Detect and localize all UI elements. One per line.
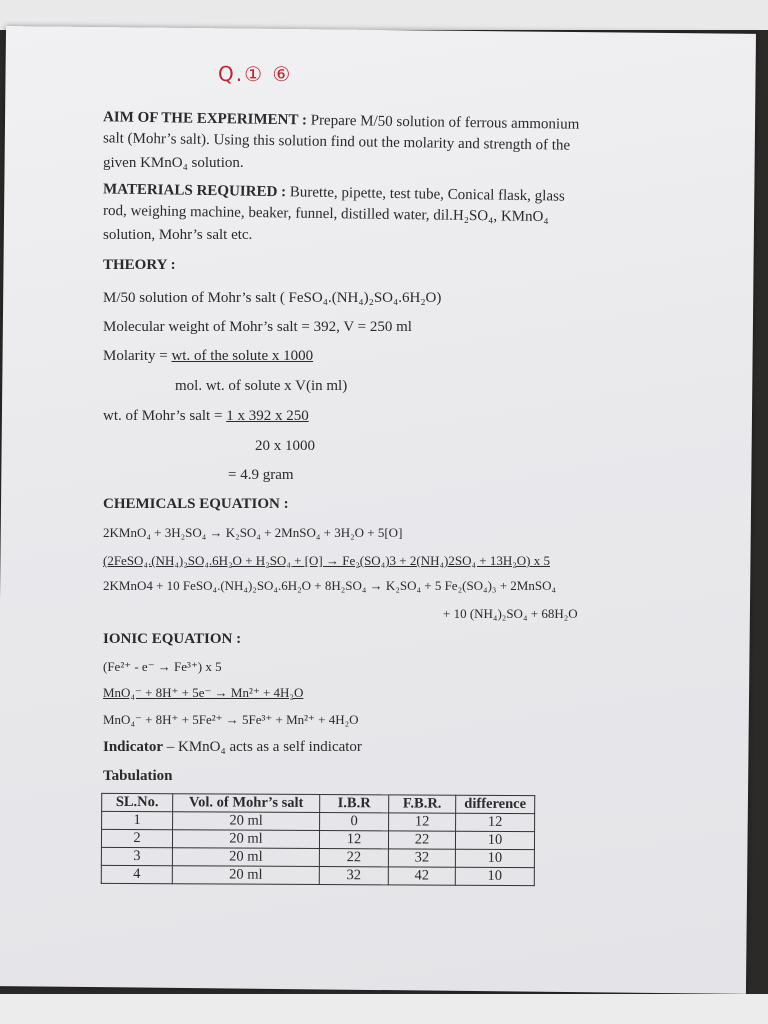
table-row [102, 811, 535, 831]
column-header: F.B.R. [389, 795, 456, 813]
molarity-label: Molarity = [103, 348, 172, 364]
chemical-eq-3-continued: + 10 (NH₄)₂SO₄ + 68H₂O [443, 606, 578, 621]
table-cell: 12 [456, 813, 535, 831]
table-cell: 0 [320, 813, 389, 831]
table-cell: 32 [388, 849, 455, 867]
indicator-line [103, 738, 362, 756]
table-row [101, 829, 534, 849]
column-header: Vol. of Mohr’s salt [173, 794, 320, 813]
chemicals-heading: CHEMICALS EQUATION : [103, 496, 289, 512]
materials-line-1 [103, 180, 565, 205]
table-cell: 22 [388, 831, 455, 849]
table-cell: 10 [455, 831, 534, 849]
wt-formula [103, 407, 309, 425]
chemical-eq-1: 2KMnO₄ + 3H₂SO₄ → K₂SO₄ + 2MnSO₄ + 3H₂O + 5[O] [103, 525, 403, 540]
handwritten-mark: Q.① ⑥ [218, 62, 293, 86]
chemical-eq-3: 2KMnO4 + 10 FeSO₄.(NH₄)₂SO₄.6H₂O + 8H₂SO₄ → K₂SO₄ + 5 Fe₂(SO₄)₃ + 2MnSO₄ [103, 578, 556, 593]
column-header: difference [456, 795, 535, 813]
table-header-row [102, 793, 535, 813]
table-cell: 3 [101, 847, 172, 865]
indicator-label: Indicator [103, 739, 163, 755]
tabulation-table [101, 793, 535, 886]
table-cell: 42 [388, 867, 455, 885]
aim-line-3: given KMnO₄ solution. [103, 155, 244, 171]
materials-line-2: rod, weighing machine, beaker, funnel, distilled water, dil.H₂SO₄, KMnO₄ [102, 202, 549, 226]
column-header: SL.No. [102, 793, 173, 811]
materials-line-3: solution, Mohr’s salt etc. [103, 227, 253, 243]
table-cell: 10 [455, 867, 534, 885]
ionic-eq-3: MnO₄⁻ + 8H⁺ + 5Fe²⁺ → 5Fe³⁺ + Mn²⁺ + 4H₂O [103, 712, 359, 727]
indicator-text: – KMnO₄ acts as a self indicator [163, 739, 362, 755]
molarity-numerator: wt. of the solute x 1000 [171, 348, 314, 364]
wt-label: wt. of Mohr’s salt = [103, 408, 227, 424]
theory-line-1: M/50 solution of Mohr’s salt ( FeSO₄.(NH₄)₂SO₄.6H₂O) [103, 290, 442, 306]
table-cell: 20 ml [172, 830, 319, 849]
tabulation-heading: Tabulation [103, 768, 173, 784]
table-cell: 20 ml [172, 866, 319, 885]
materials-text-1: Burette, pipette, test tube, Conical flask, glass [289, 184, 565, 205]
wt-denominator: 20 x 1000 [255, 438, 315, 454]
table-cell: 1 [102, 811, 173, 829]
ionic-eq-2: MnO₄⁻ + 8H⁺ + 5e⁻ → Mn²⁺ + 4H₂O [103, 685, 304, 700]
wt-numerator: 1 x 392 x 250 [226, 408, 309, 424]
table-cell: 20 ml [172, 848, 319, 867]
theory-line-2: Molecular weight of Mohr’s salt = 392, V = 250 ml [103, 319, 412, 335]
theory-heading: THEORY : [103, 257, 176, 273]
molarity-denominator: mol. wt. of solute x V(in ml) [175, 378, 348, 394]
aim-heading: AIM OF THE EXPERIMENT : [102, 109, 308, 129]
column-header: I.B.R [320, 795, 389, 813]
table-cell: 20 ml [173, 812, 320, 831]
wt-result: = 4.9 gram [228, 467, 294, 483]
ionic-eq-1: (Fe²⁺ - e⁻ → Fe³⁺) x 5 [103, 659, 222, 674]
table-cell: 32 [319, 867, 388, 885]
ionic-heading: IONIC EQUATION : [103, 631, 242, 647]
table-cell: 12 [319, 831, 388, 849]
table-cell: 4 [101, 865, 172, 883]
table-cell: 12 [389, 813, 456, 831]
materials-heading: MATERIALS REQUIRED : [102, 181, 287, 201]
table-row [101, 865, 534, 885]
aim-line-2: salt (Mohr’s salt). Using this solution find out the molarity and strength of the [102, 130, 571, 154]
table-cell: 22 [319, 849, 388, 867]
table-cell: 10 [455, 849, 534, 867]
chemical-eq-2: (2FeSO₄.(NH₄)₂SO₄.6H₂O + H₂SO₄ + [O] → Fe₂(SO₄)3 + 2(NH₄)2SO₄ + 13H₂O) x 5 [103, 553, 550, 568]
aim-text-1: Prepare M/50 solution of ferrous ammonium [310, 112, 580, 133]
table-row [101, 847, 534, 867]
table-cell: 2 [101, 829, 172, 847]
molarity-formula [103, 347, 313, 365]
